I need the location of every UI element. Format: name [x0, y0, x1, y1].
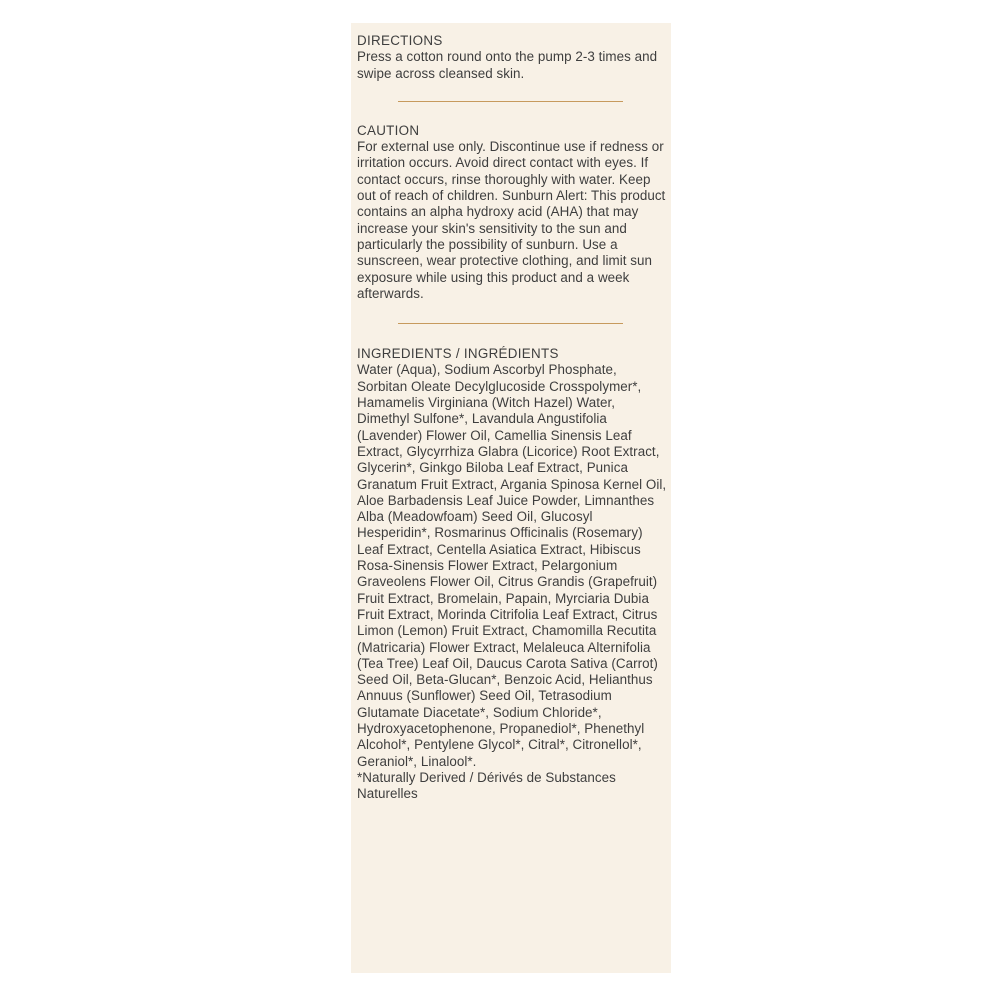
caution-section	[357, 123, 667, 302]
ingredients-list: Water (Aqua), Sodium Ascorbyl Phosphate, Sorbitan Oleate Decylglucoside Crosspolymer*, Hamamelis Virginiana (Witch Hazel) Water, Dimethyl Sulfone*, Lavandula Angustifolia (Lavender) Flower Oil, Camellia Sinensis Leaf Extract, Glycyrrhiza Glabra (Licorice) Root Extract, Glycerin*, Ginkgo Biloba Leaf Extract, Punica Granatum Fruit Extract, Argania Spinosa Kernel Oil, Aloe Barbadensis Leaf Juice Powder, Limnanthes Alba (Meadowfoam) Seed Oil, Glucosyl Hesperidin*, Rosmarinus Officinalis (Rosemary) Leaf Extract, Centella Asiatica Extract, Hibiscus Rosa-Sinensis Flower Extract, Pelargonium Graveolens Flower Oil, Citrus Grandis (Grapefruit) Fruit Extract, Bromelain, Papain, Myrciaria Dubia Fruit Extract, Morinda Citrifolia Leaf Extract, Citrus Limon (Lemon) Fruit Extract, Chamomilla Recutita (Matricaria) Flower Extract, Melaleuca Alternifolia (Tea Tree) Leaf Oil, Daucus Carota Sativa (Carrot) Seed Oil, Beta-Glucan*, Benzoic Acid, Helianthus Annuus (Sunflower) Seed Oil, Tetrasodium Glutamate Diacetate*, Sodium Chloride*, Hydroxyacetophenone, Propanediol*, Phenethyl Alcohol*, Pentylene Glycol*, Citral*, Citronellol*, Geraniol*, Linalool*.	[357, 362, 667, 769]
directions-text: Press a cotton round onto the pump 2-3 times and swipe across cleansed skin.	[357, 49, 658, 81]
label-text-content	[357, 33, 667, 802]
ingredients-section	[357, 346, 667, 802]
directions-heading: DIRECTIONS	[357, 33, 443, 48]
ingredients-footnote: *Naturally Derived / Dérivés de Substances Naturelles	[357, 769, 616, 802]
ingredients-heading: INGREDIENTS / INGRÉDIENTS	[357, 346, 559, 362]
caution-text: For external use only. Discontinue use if redness or irritation occurs. Avoid direct contact with eyes. If contact occurs, rinse thoroughly with water. Keep out of reach of children. Sunburn Alert: This product contains an alpha hydroxy acid (AHA) that may increase your skin's sensitivity to the sun and particularly the possibility of sunburn. Use a sunscreen, wear protective clothing, and limit sun exposure while using this product and a week afterwards.	[357, 139, 666, 301]
section-divider	[398, 323, 623, 324]
directions-section	[357, 33, 667, 82]
section-divider	[398, 101, 623, 102]
caution-heading: CAUTION	[357, 122, 420, 138]
